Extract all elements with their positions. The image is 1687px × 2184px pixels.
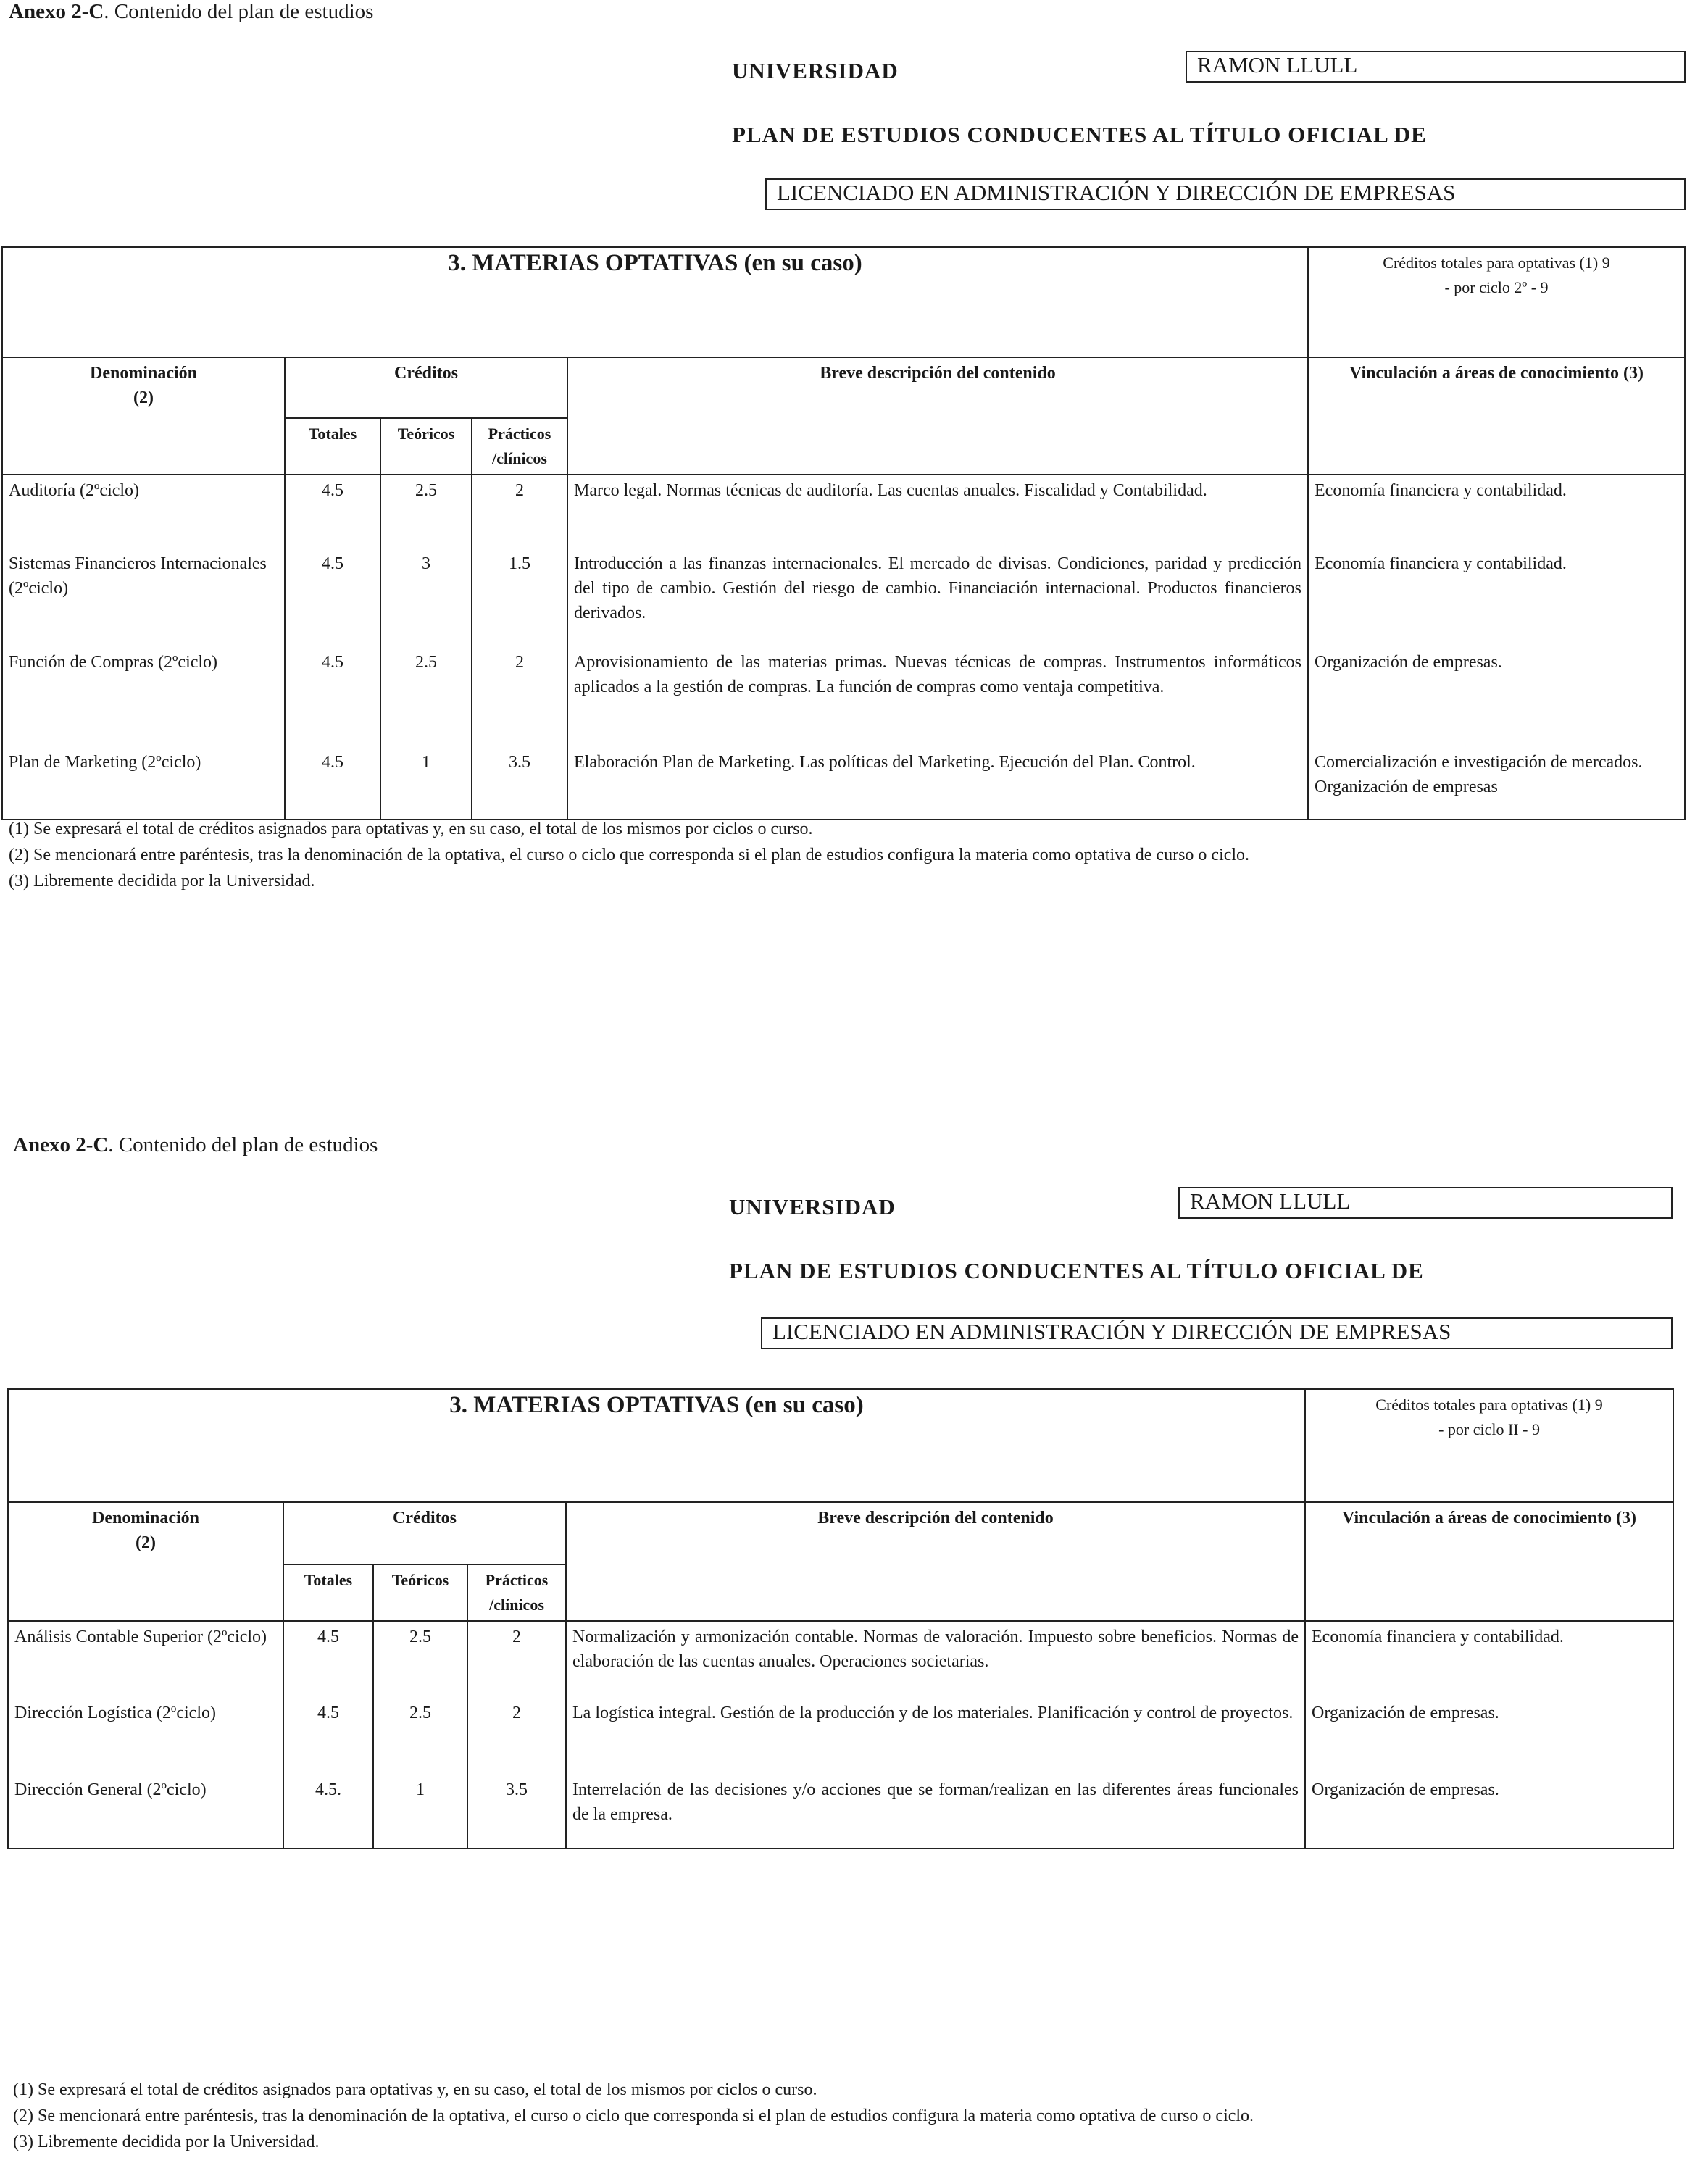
- col-practicos: Prácticos /clínicos: [472, 418, 567, 475]
- row-denominacion: Función de Compras (2ºciclo): [2, 647, 285, 747]
- universidad-label: UNIVERSIDAD: [732, 58, 899, 83]
- row-vinculacion: Organización de empresas.: [1305, 1775, 1673, 1849]
- col-denominacion-label: Denominación: [91, 1509, 199, 1527]
- anexo-text: . Contenido del plan de estudios: [108, 1133, 378, 1156]
- footnote-3: (3) Libremente decidida por la Universidad.: [13, 2133, 320, 2151]
- col-totales: Totales: [285, 418, 380, 475]
- creditos-totales-line2: - por ciclo 2º - 9: [1444, 278, 1549, 296]
- row-vinculacion: Economía financiera y contabilidad.: [1308, 475, 1685, 549]
- row-denominacion: Dirección Logística (2ºciclo): [8, 1698, 283, 1775]
- footnote-2: (2) Se mencionará entre paréntesis, tras la denominación de la optativa, el curso o ciclo que corresponda si el plan de estudios configura la materia como optativa de curso o ciclo.: [13, 2106, 1254, 2125]
- row-totales: 4.5: [285, 647, 380, 747]
- row-totales: 4.5: [285, 549, 380, 647]
- row-totales: 4.5: [283, 1621, 373, 1698]
- row-practicos: 2: [472, 647, 567, 747]
- row-descripcion: Normalización y armonización contable. Normas de valoración. Impuesto sobre beneficios. Normas de elaboración de las cuentas anuales. Operaciones societarias.: [566, 1621, 1305, 1698]
- row-descripcion: La logística integral. Gestión de la producción y de los materiales. Planificación y control de proyectos.: [566, 1698, 1305, 1775]
- row-practicos: 2: [472, 475, 567, 549]
- col-creditos: Créditos: [283, 1502, 566, 1564]
- row-denominacion: Auditoría (2ºciclo): [2, 475, 285, 549]
- plan-title: PLAN DE ESTUDIOS CONDUCENTES AL TÍTULO OFICIAL DE: [732, 122, 1427, 147]
- row-teoricos: 1: [380, 747, 472, 820]
- creditos-totales: [1308, 247, 1685, 357]
- titulo-oficial: LICENCIADO EN ADMINISTRACIÓN Y DIRECCIÓN DE EMPRESAS: [765, 178, 1686, 210]
- row-practicos: 3.5: [472, 747, 567, 820]
- universidad-value: RAMON LLULL: [1178, 1187, 1673, 1219]
- creditos-totales: [1305, 1389, 1673, 1502]
- footnote-2: (2) Se mencionará entre paréntesis, tras la denominación de la optativa, el curso o ciclo que corresponda si el plan de estudios configura la materia como optativa de curso o ciclo.: [9, 846, 1250, 864]
- row-descripcion: Marco legal. Normas técnicas de auditoría. Las cuentas anuales. Fiscalidad y Contabilidad.: [567, 475, 1308, 549]
- row-denominacion: Plan de Marketing (2ºciclo): [2, 747, 285, 820]
- row-teoricos: 2.5: [373, 1698, 467, 1775]
- anexo-label: Anexo 2-C: [13, 1133, 109, 1156]
- universidad-label: UNIVERSIDAD: [729, 1194, 896, 1220]
- anexo-heading: [9, 0, 373, 24]
- creditos-totales-line2: - por ciclo II - 9: [1438, 1420, 1540, 1438]
- row-teoricos: 3: [380, 549, 472, 647]
- table-row: [2, 549, 1685, 647]
- universidad-value: RAMON LLULL: [1186, 51, 1686, 83]
- col-denominacion-label: Denominación: [89, 364, 197, 383]
- titulo-oficial: LICENCIADO EN ADMINISTRACIÓN Y DIRECCIÓN DE EMPRESAS: [761, 1317, 1673, 1349]
- col-creditos: Créditos: [285, 357, 567, 418]
- row-practicos: 1.5: [472, 549, 567, 647]
- col-vinculacion: Vinculación a áreas de conocimiento (3): [1308, 357, 1685, 475]
- row-practicos: 3.5: [467, 1775, 566, 1849]
- col-descripcion: Breve descripción del contenido: [567, 357, 1308, 475]
- row-denominacion: Sistemas Financieros Internacionales (2ºciclo): [2, 549, 285, 647]
- col-denominacion-note: (2): [136, 1533, 156, 1552]
- creditos-totales-line1: Créditos totales para optativas (1) 9: [1383, 254, 1610, 272]
- row-vinculacion: Economía financiera y contabilidad.: [1305, 1621, 1673, 1698]
- row-vinculacion: Comercialización e investigación de mercados. Organización de empresas: [1308, 747, 1685, 820]
- table-row: [8, 1621, 1673, 1698]
- footnote-3: (3) Libremente decidida por la Universidad.: [9, 872, 315, 891]
- row-vinculacion: Organización de empresas.: [1305, 1698, 1673, 1775]
- row-descripcion: Aprovisionamiento de las materias primas. Nuevas técnicas de compras. Instrumentos informáticos aplicados a la gestión de compras. La función de compras como ventaja competitiva.: [567, 647, 1308, 747]
- table-row: [2, 747, 1685, 820]
- row-totales: 4.5: [285, 475, 380, 549]
- table-row: [2, 475, 1685, 549]
- row-vinculacion: Organización de empresas.: [1308, 647, 1685, 747]
- row-vinculacion: Economía financiera y contabilidad.: [1308, 549, 1685, 647]
- row-totales: 4.5.: [283, 1775, 373, 1849]
- row-denominacion: Dirección General (2ºciclo): [8, 1775, 283, 1849]
- col-teoricos: Teóricos: [380, 418, 472, 475]
- footnotes: [9, 816, 1683, 894]
- plan-title: PLAN DE ESTUDIOS CONDUCENTES AL TÍTULO OFICIAL DE: [729, 1258, 1424, 1283]
- col-denominacion: [2, 357, 285, 475]
- table-row: [8, 1698, 1673, 1775]
- col-vinculacion: Vinculación a áreas de conocimiento (3): [1305, 1502, 1673, 1621]
- section-title: 3. MATERIAS OPTATIVAS (en su caso): [2, 247, 1308, 357]
- anexo-heading: [13, 1133, 378, 1157]
- col-totales: Totales: [283, 1564, 373, 1621]
- creditos-totales-line1: Créditos totales para optativas (1) 9: [1375, 1396, 1603, 1414]
- row-descripcion: Interrelación de las decisiones y/o acciones que se forman/realizan en las diferentes áreas funcionales de la empresa.: [566, 1775, 1305, 1849]
- col-denominacion-note: (2): [133, 388, 154, 407]
- materias-table: [7, 1388, 1674, 1849]
- anexo-label: Anexo 2-C: [9, 0, 104, 23]
- row-teoricos: 1: [373, 1775, 467, 1849]
- anexo-text: . Contenido del plan de estudios: [104, 0, 374, 23]
- row-practicos: 2: [467, 1698, 566, 1775]
- row-practicos: 2: [467, 1621, 566, 1698]
- row-totales: 4.5: [285, 747, 380, 820]
- table-row: [8, 1775, 1673, 1849]
- row-totales: 4.5: [283, 1698, 373, 1775]
- footnotes: [13, 2077, 1687, 2155]
- col-teoricos: Teóricos: [373, 1564, 467, 1621]
- row-teoricos: 2.5: [380, 647, 472, 747]
- section-title: 3. MATERIAS OPTATIVAS (en su caso): [8, 1389, 1305, 1502]
- row-descripcion: Introducción a las finanzas internacionales. El mercado de divisas. Condiciones, paridad y predicción del tipo de cambio. Gestión del riesgo de cambio. Financiación internacional. Productos financieros derivados.: [567, 549, 1308, 647]
- table-row: [2, 647, 1685, 747]
- footnote-1: (1) Se expresará el total de créditos asignados para optativas y, en su caso, el total de los mismos por ciclos o curso.: [13, 2080, 817, 2099]
- footnote-1: (1) Se expresará el total de créditos asignados para optativas y, en su caso, el total de los mismos por ciclos o curso.: [9, 820, 813, 838]
- col-practicos: Prácticos /clínicos: [467, 1564, 566, 1621]
- row-descripcion: Elaboración Plan de Marketing. Las políticas del Marketing. Ejecución del Plan. Control.: [567, 747, 1308, 820]
- row-teoricos: 2.5: [380, 475, 472, 549]
- col-denominacion: [8, 1502, 283, 1621]
- row-denominacion: Análisis Contable Superior (2ºciclo): [8, 1621, 283, 1698]
- col-descripcion: Breve descripción del contenido: [566, 1502, 1305, 1621]
- row-teoricos: 2.5: [373, 1621, 467, 1698]
- materias-table: [1, 246, 1686, 820]
